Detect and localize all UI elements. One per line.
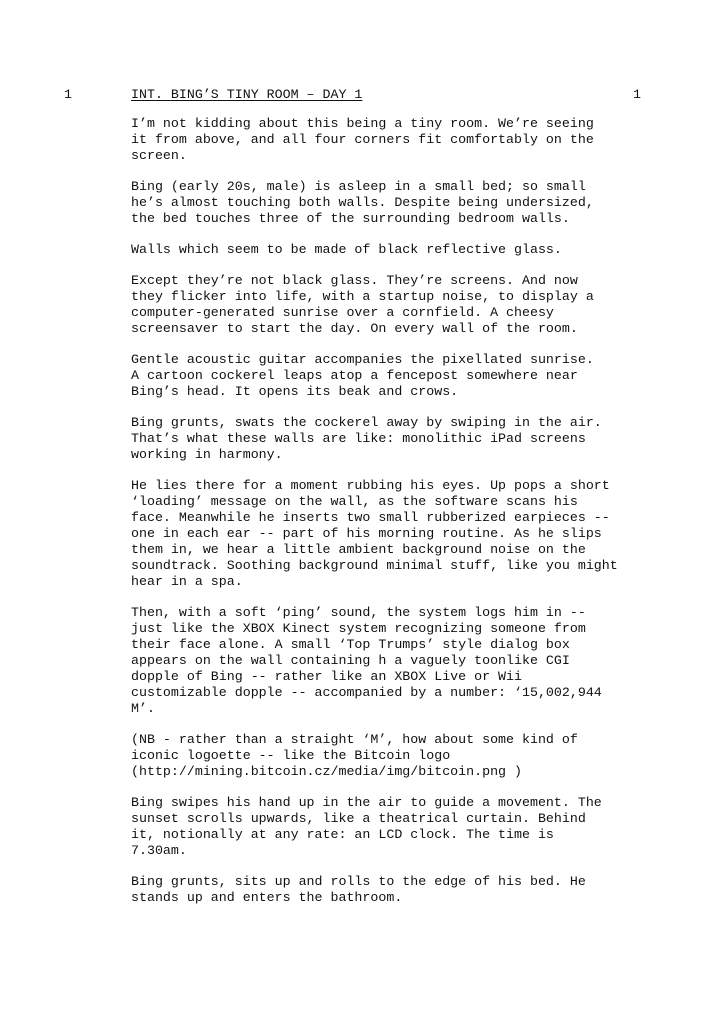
action-paragraph: (NB - rather than a straight ‘M’, how about some kind of iconic logoette -- like the Bitcoin logo (http://mining.bitcoin.cz/media/img/bitcoin.png ) [131, 732, 578, 779]
action-paragraph: I’m not kidding about this being a tiny room. We’re seeing it from above, and all four corners fit comfortably on the screen. [131, 116, 594, 163]
action-paragraph: Bing grunts, sits up and rolls to the edge of his bed. He stands up and enters the bathroom. [131, 874, 586, 905]
action-paragraph: Gentle acoustic guitar accompanies the pixellated sunrise. A cartoon cockerel leaps atop a fencepost somewhere near Bing’s head. It opens its beak and crows. [131, 352, 594, 399]
action-block [131, 116, 691, 921]
scene-number-left: 1 [64, 87, 72, 102]
action-paragraph: Bing swipes his hand up in the air to guide a movement. The sunset scrolls upwards, like a theatrical curtain. Behind it, notionally at any rate: an LCD clock. The time is 7.30am. [131, 795, 602, 858]
action-paragraph: Except they’re not black glass. They’re screens. And now they flicker into life, with a startup noise, to display a computer-generated sunrise over a cornfield. A cheesy screensaver to start the day. On every wall of the room. [131, 273, 594, 336]
action-paragraph: Walls which seem to be made of black reflective glass. [131, 242, 562, 257]
scene-heading: INT. BING’S TINY ROOM – DAY 1 [131, 87, 363, 102]
action-paragraph: Bing grunts, swats the cockerel away by swiping in the air. That’s what these walls are like: monolithic iPad screens working in harmony. [131, 415, 602, 462]
action-paragraph: Bing (early 20s, male) is asleep in a small bed; so small he’s almost touching both walls. Despite being undersized, the bed touches three of the surrounding bedroom walls. [131, 179, 594, 226]
action-paragraph: He lies there for a moment rubbing his eyes. Up pops a short ‘loading’ message on the wall, as the software scans his face. Meanwhile he inserts two small rubberized earpieces -- one in each ear -- part of his morning routine. As he slips them in, we hear a little ambient background noise on the soundtrack. Soothing background minimal stuff, like you might hear in a spa. [131, 478, 618, 589]
scene-number-right: 1 [633, 87, 641, 102]
action-paragraph: Then, with a soft ‘ping’ sound, the system logs him in -- just like the XBOX Kinect system recognizing someone from their face alone. A small ‘Top Trumps’ style dialog box appears on the wall containing h a vaguely toonlike CGI dopple of Bing -- rather like an XBOX Live or Wii customizable dopple -- accompanied by a number: ‘15,002,944 M’. [131, 605, 602, 716]
